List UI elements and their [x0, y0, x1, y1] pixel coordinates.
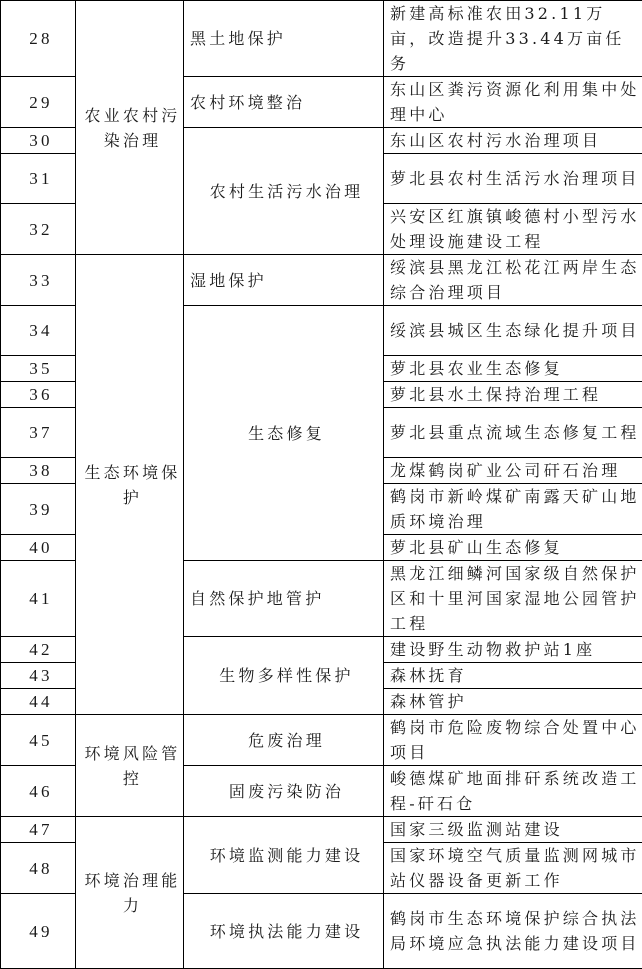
- row-number: 33: [1, 255, 76, 306]
- row-number: 32: [1, 204, 76, 255]
- row-number: 35: [1, 356, 76, 382]
- project-cell: 萝北县水土保持治理工程: [384, 382, 642, 408]
- subcategory-cell: 危废治理: [184, 715, 384, 766]
- project-cell: 森林管护: [384, 689, 642, 715]
- row-number: 36: [1, 382, 76, 408]
- subcategory-cell: 农村环境整治: [184, 77, 384, 128]
- project-cell: 新建高标准农田32.11万亩，改造提升33.44万亩任务: [384, 1, 642, 77]
- row-number: 49: [1, 894, 76, 969]
- subcategory-cell: 环境执法能力建设: [184, 894, 384, 969]
- table-row: [1, 1, 642, 77]
- project-cell: 黑龙江细鳞河国家级自然保护区和十里河国家湿地公园管护工程: [384, 561, 642, 637]
- project-cell: 东山区粪污资源化利用集中处理中心: [384, 77, 642, 128]
- project-cell: 龙煤鹤岗矿业公司矸石治理: [384, 458, 642, 484]
- category-cell: 环境风险管控: [76, 715, 184, 817]
- project-cell: 鹤岗市生态环境保护综合执法局环境应急执法能力建设项目: [384, 894, 642, 969]
- row-number: 40: [1, 535, 76, 561]
- project-cell: 鹤岗市新岭煤矿南露天矿山地质环境治理: [384, 484, 642, 535]
- row-number: 48: [1, 843, 76, 894]
- subcategory-cell: 湿地保护: [184, 255, 384, 306]
- row-number: 46: [1, 766, 76, 817]
- project-cell: 萝北县重点流域生态修复工程: [384, 408, 642, 458]
- project-cell: 国家环境空气质量监测网城市站仪器设备更新工作: [384, 843, 642, 894]
- subcategory-cell: 生态修复: [184, 306, 384, 561]
- subcategory-cell: 环境监测能力建设: [184, 817, 384, 894]
- row-number: 47: [1, 817, 76, 843]
- subcategory-cell: 自然保护地管护: [184, 561, 384, 637]
- project-cell: 萝北县农村生活污水治理项目: [384, 154, 642, 204]
- project-cell: 森林抚育: [384, 663, 642, 689]
- project-cell: 鹤岗市危险废物综合处置中心项目: [384, 715, 642, 766]
- row-number: 30: [1, 128, 76, 154]
- project-cell: 绥滨县黑龙江松花江两岸生态综合治理项目: [384, 255, 642, 306]
- category-cell: 生态环境保护: [76, 255, 184, 715]
- project-cell: 兴安区红旗镇峻德村小型污水处理设施建设工程: [384, 204, 642, 255]
- row-number: 39: [1, 484, 76, 535]
- row-number: 45: [1, 715, 76, 766]
- row-number: 43: [1, 663, 76, 689]
- subcategory-cell: 生物多样性保护: [184, 637, 384, 715]
- table-row: [1, 715, 642, 766]
- project-cell: 建设野生动物救护站1座: [384, 637, 642, 663]
- table-row: [1, 255, 642, 306]
- row-number: 38: [1, 458, 76, 484]
- category-cell: 农业农村污染治理: [76, 1, 184, 255]
- row-number: 34: [1, 306, 76, 356]
- row-number: 37: [1, 408, 76, 458]
- row-number: 41: [1, 561, 76, 637]
- project-cell: 绥滨县城区生态绿化提升项目: [384, 306, 642, 356]
- subcategory-cell: 农村生活污水治理: [184, 128, 384, 255]
- project-cell: 萝北县农业生态修复: [384, 356, 642, 382]
- table-row: [1, 817, 642, 843]
- row-number: 42: [1, 637, 76, 663]
- subcategory-cell: 固废污染防治: [184, 766, 384, 817]
- project-cell: 东山区农村污水治理项目: [384, 128, 642, 154]
- category-cell: 环境治理能力: [76, 817, 184, 969]
- row-number: 31: [1, 154, 76, 204]
- project-cell: 国家三级监测站建设: [384, 817, 642, 843]
- project-cell: 峻德煤矿地面排矸系统改造工程-矸石仓: [384, 766, 642, 817]
- row-number: 44: [1, 689, 76, 715]
- subcategory-cell: 黑土地保护: [184, 1, 384, 77]
- row-number: 29: [1, 77, 76, 128]
- row-number: 28: [1, 1, 76, 77]
- project-cell: 萝北县矿山生态修复: [384, 535, 642, 561]
